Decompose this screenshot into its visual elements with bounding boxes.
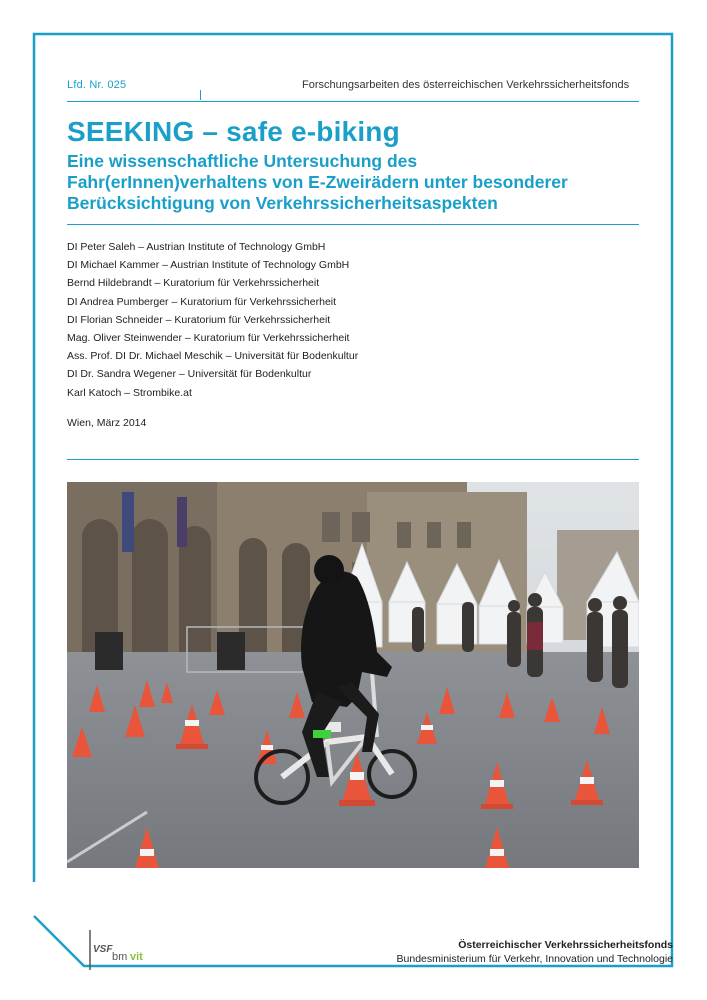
cover-photo [67,482,639,868]
logo-bm-text: bm [112,951,128,963]
author-list [67,238,358,402]
author-item: DI Michael Kammer – Austrian Institute of Technology GmbH [67,259,350,272]
author-item: DI Florian Schneider – Kuratorium für Verkehrssicherheit [67,313,331,326]
logo-vsf-text: VSF [93,944,113,955]
author-item: Ass. Prof. DI Dr. Michael Meschik – Universität für Bodenkultur [67,350,359,363]
page-title: SEEKING – safe e-biking [67,116,400,147]
author-item: Bernd Hildebrandt – Kuratorium für Verkehrssicherheit [67,277,320,290]
subtitle-line: Berücksichtigung von Verkehrssicherheitsaspekten [67,193,498,213]
publisher-name: Österreichischer Verkehrssicherheitsfonds [458,939,673,951]
cover-photo-illustration [67,482,639,868]
subtitle [67,151,639,214]
ministry-name: Bundesministerium für Verkehr, Innovation und Technologie [396,953,673,965]
subtitle-line: Fahr(erInnen)verhaltens von E-Zweirädern unter besonderer [67,172,568,192]
header-rule [67,101,639,102]
title-rule [67,224,639,225]
publication-date: Wien, März 2014 [67,417,147,429]
author-item: Mag. Oliver Steinwender – Kuratorium für Verkehrssicherheit [67,331,350,344]
header-tick [200,90,201,100]
date-rule [67,459,639,460]
vsf-bmvit-logo [88,928,158,972]
publisher-block [397,939,673,965]
author-item: DI Peter Saleh – Austrian Institute of Technology GmbH [67,241,326,253]
author-item: DI Dr. Sandra Wegener – Universität für Bodenkultur [67,368,312,381]
logo-vit-text: vit [130,951,143,963]
author-item: Karl Katoch – Strombike.at [67,386,192,399]
vsf-logo-mark [88,928,158,972]
subtitle-line: Eine wissenschaftliche Untersuchung des [67,151,418,171]
author-item: DI Andrea Pumberger – Kuratorium für Verkehrssicherheit [67,295,337,308]
series-number: Lfd. Nr. 025 [67,79,127,91]
series-title: Forschungsarbeiten des österreichischen Verkehrssicherheitsfonds [302,79,630,91]
